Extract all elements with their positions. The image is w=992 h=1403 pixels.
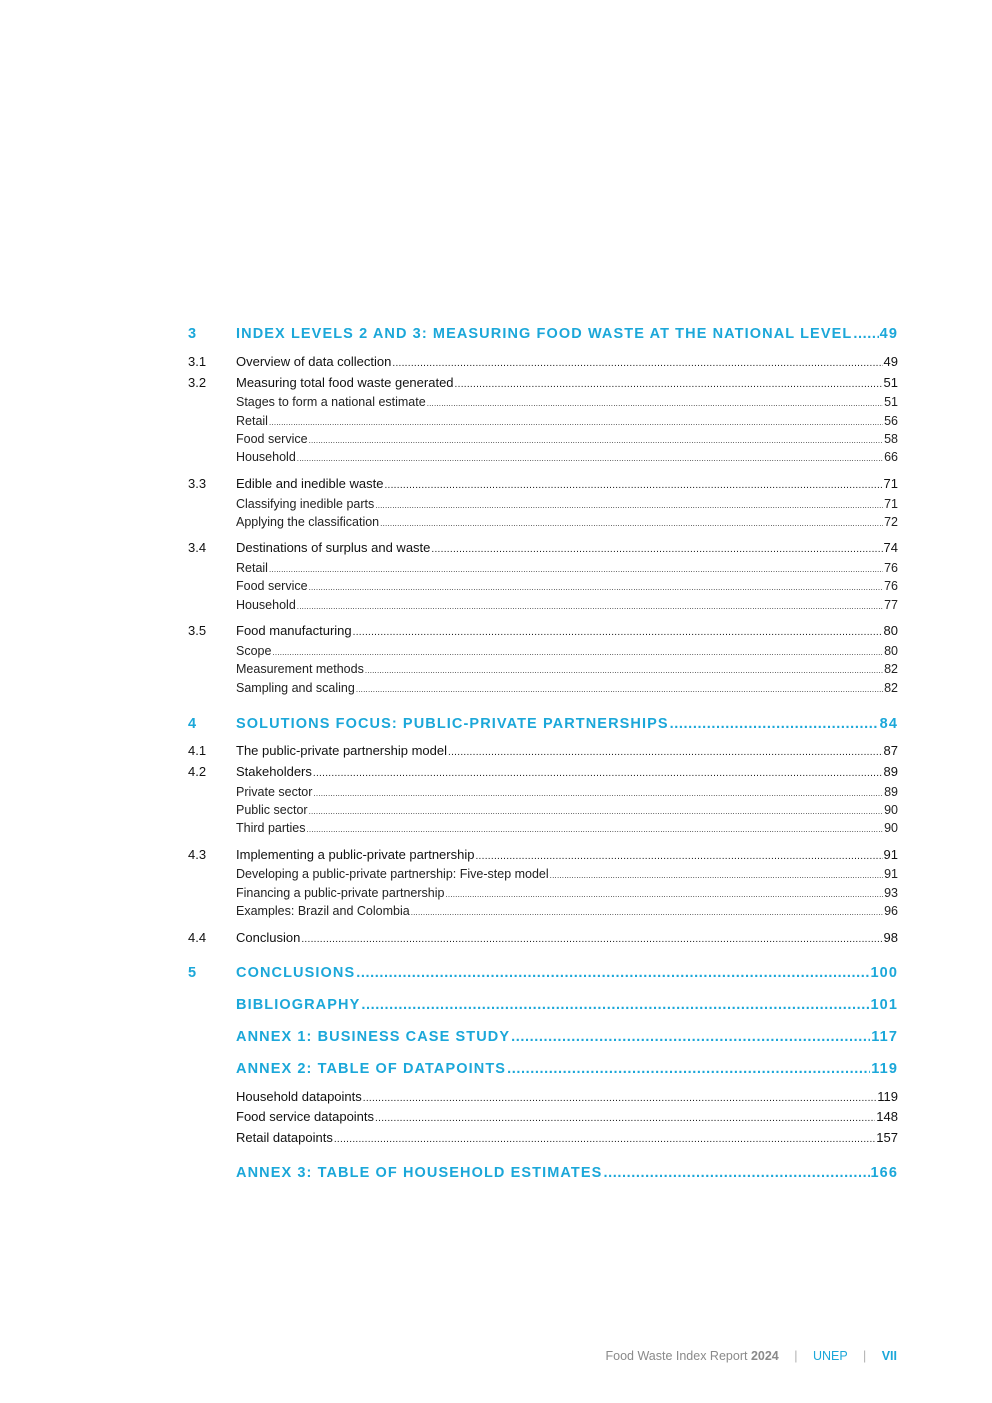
toc-subsection-entry[interactable] xyxy=(188,432,898,446)
footer-report-title: Food Waste Index Report xyxy=(605,1349,748,1363)
toc-entry-title: Destinations of surplus and waste xyxy=(236,540,431,555)
toc-dot-leader xyxy=(309,583,884,592)
toc-entry-page-number: 82 xyxy=(884,662,898,676)
toc-subsection-entry[interactable] xyxy=(188,821,898,835)
toc-entry-number: 3 xyxy=(188,326,198,342)
toc-entry-page-number: 93 xyxy=(884,886,898,900)
toc-entry-page-number: 98 xyxy=(883,930,898,945)
footer-year: 2024 xyxy=(750,1349,779,1363)
toc-entry-page-number: 119 xyxy=(877,1089,898,1104)
toc-dot-leader xyxy=(455,379,883,390)
toc-entry-title: Retail xyxy=(236,414,268,428)
toc-dot-leader xyxy=(269,418,883,427)
toc-dot-leader xyxy=(384,480,882,491)
toc-entry-title: Household datapoints xyxy=(236,1089,362,1104)
toc-entry-page-number: 166 xyxy=(870,1165,898,1181)
toc-entry-title: ANNEX 3: TABLE OF HOUSEHOLD ESTIMATES xyxy=(236,1165,603,1181)
toc-entry-title: CONCLUSIONS xyxy=(236,965,356,981)
toc-entry-title: Stakeholders xyxy=(236,764,312,779)
toc-entry-page-number: 80 xyxy=(883,623,898,638)
toc-dot-leader xyxy=(427,399,883,408)
toc-entry-page-number: 96 xyxy=(884,904,898,918)
toc-dot-leader xyxy=(306,825,883,834)
toc-entry-title: BIBLIOGRAPHY xyxy=(236,997,361,1013)
toc-subsection-entry[interactable] xyxy=(188,497,898,511)
page-footer xyxy=(605,1349,897,1363)
toc-entry-page-number: 49 xyxy=(879,326,898,342)
toc-entry-title: Conclusion xyxy=(236,930,301,945)
toc-chapter-entry[interactable] xyxy=(188,965,898,981)
toc-section-entry[interactable] xyxy=(188,743,898,758)
toc-entry-title: Scope xyxy=(236,644,272,658)
toc-entry-title: ANNEX 1: BUSINESS CASE STUDY xyxy=(236,1029,511,1045)
toc-entry-title: Financing a public-private partnership xyxy=(236,886,445,900)
toc-entry-page-number: 89 xyxy=(883,764,898,779)
toc-entry-title: Edible and inedible waste xyxy=(236,476,384,491)
toc-entry-number: 3.2 xyxy=(188,375,207,390)
toc-entry-title: Public sector xyxy=(236,803,308,817)
toc-dot-leader xyxy=(670,716,879,732)
toc-subsection-entry[interactable] xyxy=(188,904,898,918)
toc-section-entry[interactable] xyxy=(188,354,898,369)
toc-chapter-entry[interactable] xyxy=(188,716,898,732)
toc-section-entry[interactable] xyxy=(188,476,898,491)
toc-dot-leader xyxy=(309,436,884,445)
toc-dot-leader xyxy=(313,789,883,798)
toc-entry-page-number: 148 xyxy=(876,1109,898,1124)
toc-dot-leader xyxy=(297,454,883,463)
toc-entry-title: Food service xyxy=(236,579,308,593)
toc-subsection-entry[interactable] xyxy=(188,598,898,612)
toc-section-entry[interactable] xyxy=(188,764,898,779)
toc-dot-leader xyxy=(445,890,883,899)
toc-dot-leader xyxy=(272,648,883,657)
toc-dot-leader xyxy=(375,1113,875,1124)
toc-entry-page-number: 51 xyxy=(884,395,898,409)
toc-entry-number: 3.4 xyxy=(188,540,207,555)
toc-entry-title: Food service xyxy=(236,432,308,446)
toc-dot-leader xyxy=(356,965,869,981)
toc-section-entry[interactable] xyxy=(188,540,898,555)
toc-subsection-entry[interactable] xyxy=(188,515,898,529)
toc-subsection-entry[interactable] xyxy=(188,681,898,695)
toc-dot-leader xyxy=(603,1165,869,1181)
toc-section-entry[interactable] xyxy=(188,623,898,638)
toc-entry-number: 4.3 xyxy=(188,847,207,862)
toc-entry-page-number: 89 xyxy=(884,785,898,799)
toc-entry-page-number: 76 xyxy=(884,561,898,575)
toc-subsection-entry[interactable] xyxy=(188,886,898,900)
toc-dot-leader xyxy=(380,519,883,528)
toc-entry-number: 3.5 xyxy=(188,623,207,638)
toc-section-entry[interactable] xyxy=(188,847,898,862)
toc-dot-leader xyxy=(297,602,883,611)
toc-chapter-entry[interactable] xyxy=(188,997,898,1013)
toc-entry-page-number: 87 xyxy=(883,743,898,758)
toc-entry-title: Applying the classification xyxy=(236,515,380,529)
toc-entry-number: 5 xyxy=(188,965,198,981)
toc-dot-leader xyxy=(853,326,878,342)
toc-entry-title: Classifying inedible parts xyxy=(236,497,375,511)
toc-dot-leader xyxy=(334,1134,875,1145)
toc-entry-page-number: 91 xyxy=(884,867,898,881)
toc-chapter-entry[interactable] xyxy=(188,326,898,342)
toc-subsection-entry[interactable] xyxy=(188,579,898,593)
toc-dot-leader xyxy=(313,768,883,779)
toc-entry-title: Developing a public-private partnership: Five-step model xyxy=(236,867,549,881)
toc-entry-page-number: 119 xyxy=(871,1061,898,1077)
toc-entry-page-number: 84 xyxy=(879,716,898,732)
toc-entry-page-number: 77 xyxy=(884,598,898,612)
toc-entry-title: Retail datapoints xyxy=(236,1130,333,1145)
toc-entry-title: Third parties xyxy=(236,821,306,835)
toc-entry-page-number: 71 xyxy=(883,476,898,491)
toc-dot-leader xyxy=(353,627,883,638)
toc-entry-number: 4.1 xyxy=(188,743,207,758)
toc-section-entry[interactable] xyxy=(188,1130,898,1145)
toc-entry-title: Household xyxy=(236,450,296,464)
toc-entry-page-number: 91 xyxy=(883,847,898,862)
toc-entry-title: Food service datapoints xyxy=(236,1109,375,1124)
toc-entry-title: Stages to form a national estimate xyxy=(236,395,426,409)
toc-dot-leader xyxy=(550,871,883,880)
toc-entry-number: 4 xyxy=(188,716,198,732)
toc-entry-title: INDEX LEVELS 2 AND 3: MEASURING FOOD WASTE AT THE NATIONAL LEVEL xyxy=(236,326,853,342)
toc-dot-leader xyxy=(363,1093,877,1104)
toc-dot-leader xyxy=(361,997,869,1013)
toc-entry-page-number: 90 xyxy=(884,821,898,835)
toc-entry-page-number: 76 xyxy=(884,579,898,593)
footer-separator: | xyxy=(794,1349,798,1363)
toc-dot-leader xyxy=(301,934,882,945)
toc-entry-title: Retail xyxy=(236,561,268,575)
toc-subsection-entry[interactable] xyxy=(188,644,898,658)
toc-subsection-entry[interactable] xyxy=(188,561,898,575)
toc-dot-leader xyxy=(309,807,884,816)
toc-entry-title: Measurement methods xyxy=(236,662,364,676)
toc-chapter-entry[interactable] xyxy=(188,1165,898,1181)
toc-entry-page-number: 101 xyxy=(870,997,898,1013)
toc-dot-leader xyxy=(448,747,883,758)
toc-dot-leader xyxy=(375,501,883,510)
toc-entry-title: Private sector xyxy=(236,785,313,799)
toc-entry-page-number: 90 xyxy=(884,803,898,817)
toc-entry-number: 3.3 xyxy=(188,476,207,491)
footer-organization: UNEP xyxy=(812,1349,848,1363)
toc-dot-leader xyxy=(365,666,883,675)
toc-entry-number: 4.2 xyxy=(188,764,207,779)
toc-entry-page-number: 74 xyxy=(883,540,898,555)
toc-entry-page-number: 56 xyxy=(884,414,898,428)
toc-section-entry[interactable] xyxy=(188,1089,898,1104)
toc-entry-page-number: 49 xyxy=(883,354,898,369)
toc-entry-page-number: 58 xyxy=(884,432,898,446)
toc-entry-page-number: 82 xyxy=(884,681,898,695)
toc-dot-leader xyxy=(507,1061,870,1077)
toc-section-entry[interactable] xyxy=(188,1109,898,1124)
toc-dot-leader xyxy=(475,851,882,862)
footer-page-number: VII xyxy=(881,1349,897,1363)
toc-subsection-entry[interactable] xyxy=(188,867,898,881)
toc-entry-title: Sampling and scaling xyxy=(236,681,355,695)
toc-subsection-entry[interactable] xyxy=(188,662,898,676)
toc-dot-leader xyxy=(411,908,883,917)
toc-entry-number: 3.1 xyxy=(188,354,207,369)
toc-entry-title: Examples: Brazil and Colombia xyxy=(236,904,410,918)
toc-entry-title: Overview of data collection xyxy=(236,354,392,369)
toc-entry-title: ANNEX 2: TABLE OF DATAPOINTS xyxy=(236,1061,507,1077)
toc-entry-number: 4.4 xyxy=(188,930,207,945)
toc-dot-leader xyxy=(431,544,882,555)
toc-entry-page-number: 71 xyxy=(884,497,898,511)
toc-chapter-entry[interactable] xyxy=(188,1029,898,1045)
toc-section-entry[interactable] xyxy=(188,930,898,945)
toc-subsection-entry[interactable] xyxy=(188,785,898,799)
footer-separator: | xyxy=(862,1349,867,1363)
toc-dot-leader xyxy=(392,358,882,369)
toc-dot-leader xyxy=(511,1029,870,1045)
toc-subsection-entry[interactable] xyxy=(188,803,898,817)
toc-entry-title: Household xyxy=(236,598,296,612)
toc-entry-title: Implementing a public-private partnership xyxy=(236,847,475,862)
toc-chapter-entry[interactable] xyxy=(188,1061,898,1077)
toc-entry-page-number: 66 xyxy=(884,450,898,464)
toc-entry-page-number: 100 xyxy=(870,965,898,981)
toc-entry-title: Food manufacturing xyxy=(236,623,352,638)
toc-dot-leader xyxy=(269,565,883,574)
toc-entry-page-number: 72 xyxy=(884,515,898,529)
toc-subsection-entry[interactable] xyxy=(188,450,898,464)
toc-entry-page-number: 80 xyxy=(884,644,898,658)
toc-subsection-entry[interactable] xyxy=(188,395,898,409)
toc-entry-title: SOLUTIONS FOCUS: PUBLIC-PRIVATE PARTNERSHIPS xyxy=(236,716,669,732)
toc-entry-page-number: 51 xyxy=(883,375,898,390)
toc-entry-page-number: 157 xyxy=(876,1130,898,1145)
toc-entry-page-number: 117 xyxy=(871,1029,898,1045)
toc-entry-title: The public-private partnership model xyxy=(236,743,447,758)
toc-dot-leader xyxy=(356,685,883,694)
toc-section-entry[interactable] xyxy=(188,375,898,390)
toc-subsection-entry[interactable] xyxy=(188,414,898,428)
toc-entry-title: Measuring total food waste generated xyxy=(236,375,454,390)
